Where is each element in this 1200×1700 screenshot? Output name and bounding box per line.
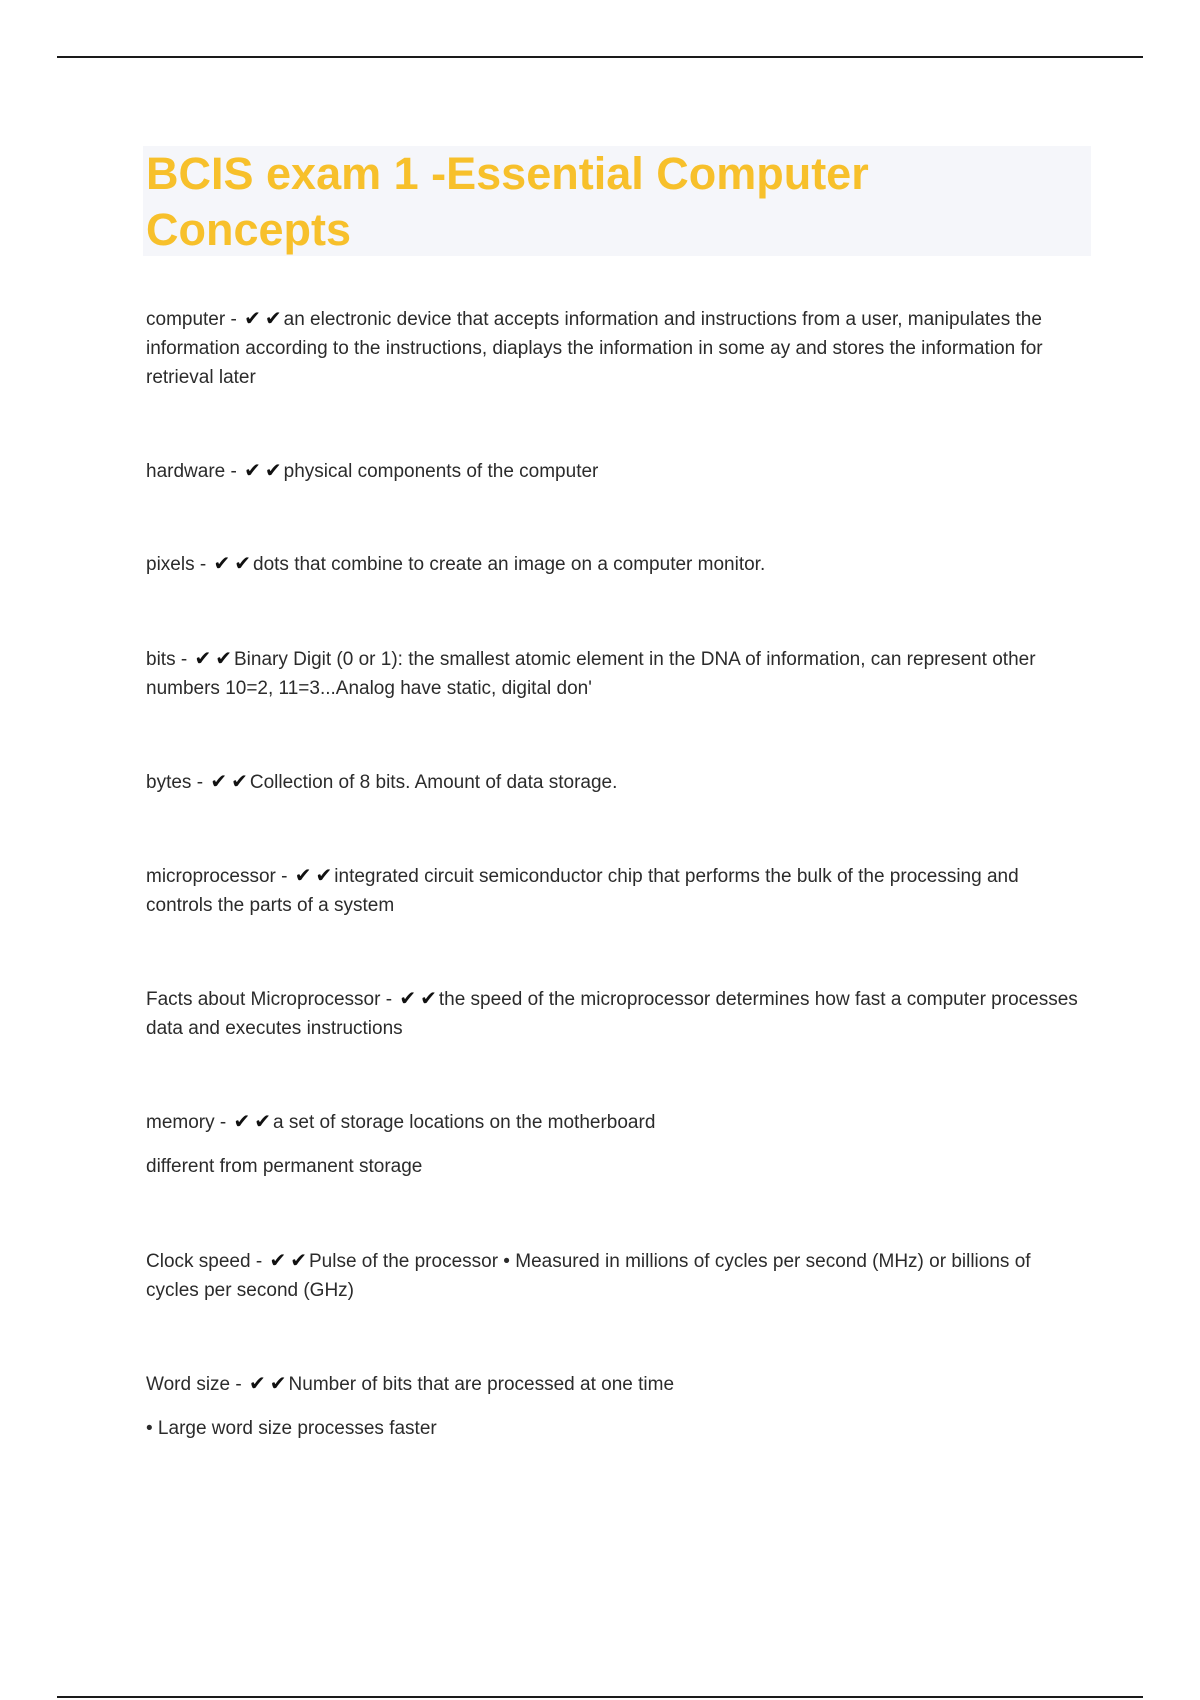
checkmark-icon: ✔ (210, 769, 228, 793)
entry-definition: physical components of the computer (283, 461, 599, 482)
entry-definition: Binary Digit (0 or 1): the smallest atomic element in the DNA of information, can represent other numbers 10=2, 11=3...Analog have static, digital don' (146, 649, 1036, 699)
checkmark-icon: ✔ (269, 1248, 287, 1272)
entry-term: Word size (146, 1374, 231, 1395)
entry-definition: the speed of the microprocessor determines how fast a computer processes data and executes instructions (146, 989, 1078, 1039)
entry-definition: dots that combine to create an image on a computer monitor. (253, 554, 766, 575)
checkmark-icon: ✔ (420, 986, 437, 1010)
entry-note: different from permanent storage (146, 1156, 423, 1177)
checkmark-icon: ✔ (399, 986, 417, 1010)
entry-note: • Large word size processes faster (146, 1418, 437, 1439)
entry-definition: Collection of 8 bits. Amount of data storage. (249, 772, 618, 793)
entry-facts-about-microprocessor: Facts about Microprocessor - ✔ ✔ the speed of the microprocessor determines how fast a computer processes data and executes instructions (146, 986, 1078, 1039)
checkmark-icon: ✔ (234, 551, 251, 575)
checkmark-icon: ✔ (264, 458, 282, 482)
entry-definition: a set of storage locations on the motherboard (273, 1112, 656, 1133)
entry-definition: Number of bits that are processed at one time (288, 1374, 675, 1395)
entry-bytes: bytes - ✔ ✔ Collection of 8 bits. Amount of data storage. (146, 767, 1086, 797)
entry-term: hardware (146, 461, 226, 482)
entry-term: computer (146, 309, 226, 330)
entry-word-size: Word size - ✔ ✔ Number of bits that are processed at one time • Large word size processes faster (146, 1369, 1086, 1443)
entry-pixels: pixels - ✔ ✔ dots that combine to create an image on a computer monitor. (146, 549, 1086, 579)
entry-hardware: hardware - ✔ ✔ physical components of the computer (146, 456, 1086, 486)
bottom-rule (57, 1696, 1143, 1698)
document-title: BCIS exam 1 -Essential Computer Concepts (146, 148, 869, 255)
checkmark-icon: ✔ (215, 646, 232, 670)
entry-microprocessor: microprocessor - ✔ ✔ integrated circuit semiconductor chip that performs the bulk of the processing and controls the parts of a system (146, 863, 1019, 916)
checkmark-icon: ✔ (244, 306, 261, 330)
entry-term: pixels (146, 554, 195, 575)
entry-term: bits (146, 649, 176, 670)
entry-term: bytes (146, 772, 192, 793)
entry-term: Clock speed (146, 1251, 251, 1272)
checkmark-icon: ✔ (233, 1109, 251, 1133)
checkmark-icon: ✔ (244, 458, 261, 482)
checkmark-icon: ✔ (249, 1371, 266, 1395)
entry-definition: Pulse of the processor • Measured in millions of cycles per second (MHz) or billions of cycles per second (GHz) (146, 1251, 1031, 1301)
checkmark-icon: ✔ (264, 306, 282, 330)
entry-clock-speed: Clock speed - ✔ ✔ Pulse of the processor • Measured in millions of cycles per second (MHz) or billions of cycles per second (GHz) (146, 1248, 1031, 1301)
entry-computer: computer - ✔ ✔ an electronic device that accepts information and instructions from a user, manipulates the information according to the instructions, diaplays the information in some ay and stores the information for retrieval later (146, 306, 1043, 388)
entry-term: memory (146, 1112, 215, 1133)
entry-definition: an electronic device that accepts information and instructions from a user, manipulates the information according to the instructions, diaplays the information in some ay and stores the information for retrieval later (146, 309, 1043, 388)
entry-term: Facts about Microprocessor (146, 989, 381, 1010)
checkmark-icon: ✔ (315, 863, 333, 887)
checkmark-icon: ✔ (231, 769, 248, 793)
checkmark-icon: ✔ (213, 551, 231, 575)
checkmark-icon: ✔ (294, 863, 312, 887)
top-rule (57, 56, 1143, 58)
checkmark-icon: ✔ (194, 646, 212, 670)
entry-memory: memory - ✔ ✔ a set of storage locations on the motherboard different from permanent storage (146, 1107, 1086, 1181)
checkmark-icon: ✔ (254, 1109, 272, 1133)
entry-bits: bits - ✔ ✔ Binary Digit (0 or 1): the smallest atomic element in the DNA of information, can represent other numbers 10=2, 11=3...Analog have static, digital don' (146, 646, 1036, 699)
checkmark-icon: ✔ (269, 1371, 287, 1395)
entry-term: microprocessor (146, 866, 276, 887)
entry-definition: integrated circuit semiconductor chip that performs the bulk of the processing and controls the parts of a system (146, 866, 1019, 916)
checkmark-icon: ✔ (290, 1248, 307, 1272)
